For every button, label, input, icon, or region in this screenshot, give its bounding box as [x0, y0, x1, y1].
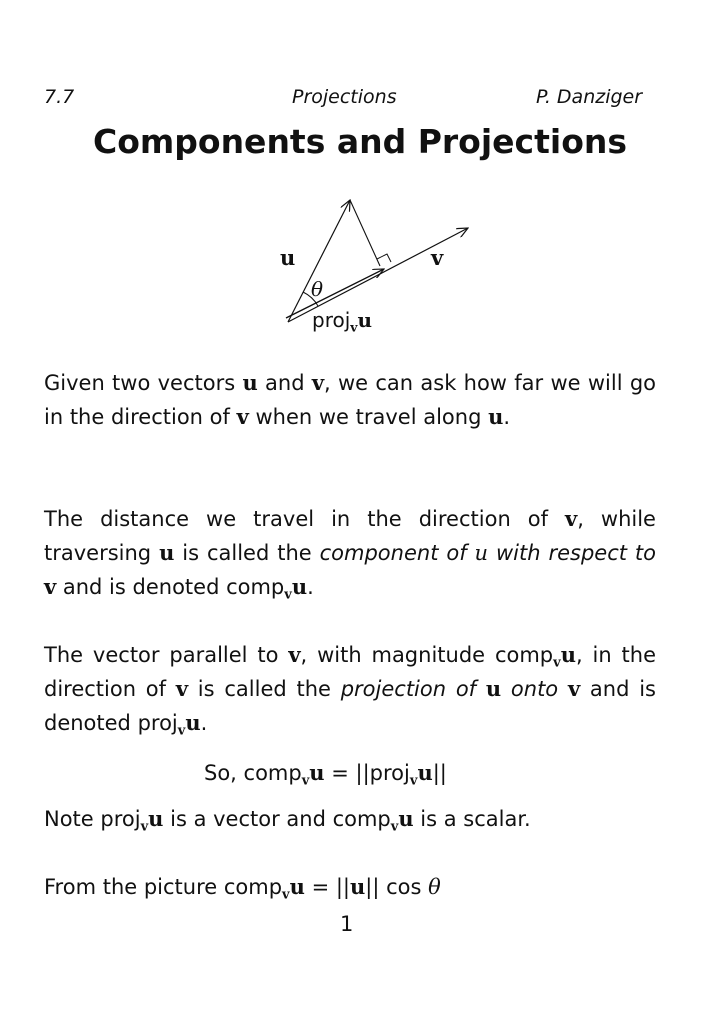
equation-comp-cos: From the picture comp$_v$u = ||u|| cos θ — [44, 874, 441, 903]
label-v: v — [431, 245, 444, 270]
paragraph-component-definition: The distance we travel in the direction of v, while traversing u is called the component of u with respect to v and is denoted comp$_v$u. — [44, 506, 656, 603]
section-number: 7.7 — [44, 86, 75, 108]
projection-diagram — [270, 190, 490, 344]
vector-u-arrow — [288, 200, 350, 322]
right-angle-marker — [377, 254, 391, 262]
label-proj-sub: v — [350, 319, 358, 335]
label-theta: θ — [311, 277, 324, 301]
label-proj-text: proj — [312, 308, 351, 332]
page-number: 1 — [340, 912, 354, 936]
equation-comp-norm: So, comp$_v$u = ||proj$_v$u|| — [204, 760, 447, 789]
label-proj — [312, 308, 373, 335]
projection-diagram-svg — [270, 190, 490, 340]
author-name: P. Danziger — [536, 86, 643, 108]
note-vector-scalar: Note proj$_v$u is a vector and comp$_v$u is a scalar. — [44, 806, 531, 835]
paragraph-projection-definition: The vector parallel to v, with magnitude comp$_v$u, in the direction of v is called the projection of u onto v and is denoted proj$_v$u. — [44, 642, 656, 739]
label-u: u — [280, 245, 296, 270]
page-title: Components and Projections — [93, 122, 627, 161]
section-topic: Projections — [292, 86, 397, 108]
perpendicular-line — [350, 200, 380, 266]
paragraph-intro: Given two vectors u and v, we can ask how far we will go in the direction of v when we travel along u. — [44, 370, 656, 429]
label-proj-vec: u — [357, 308, 373, 332]
